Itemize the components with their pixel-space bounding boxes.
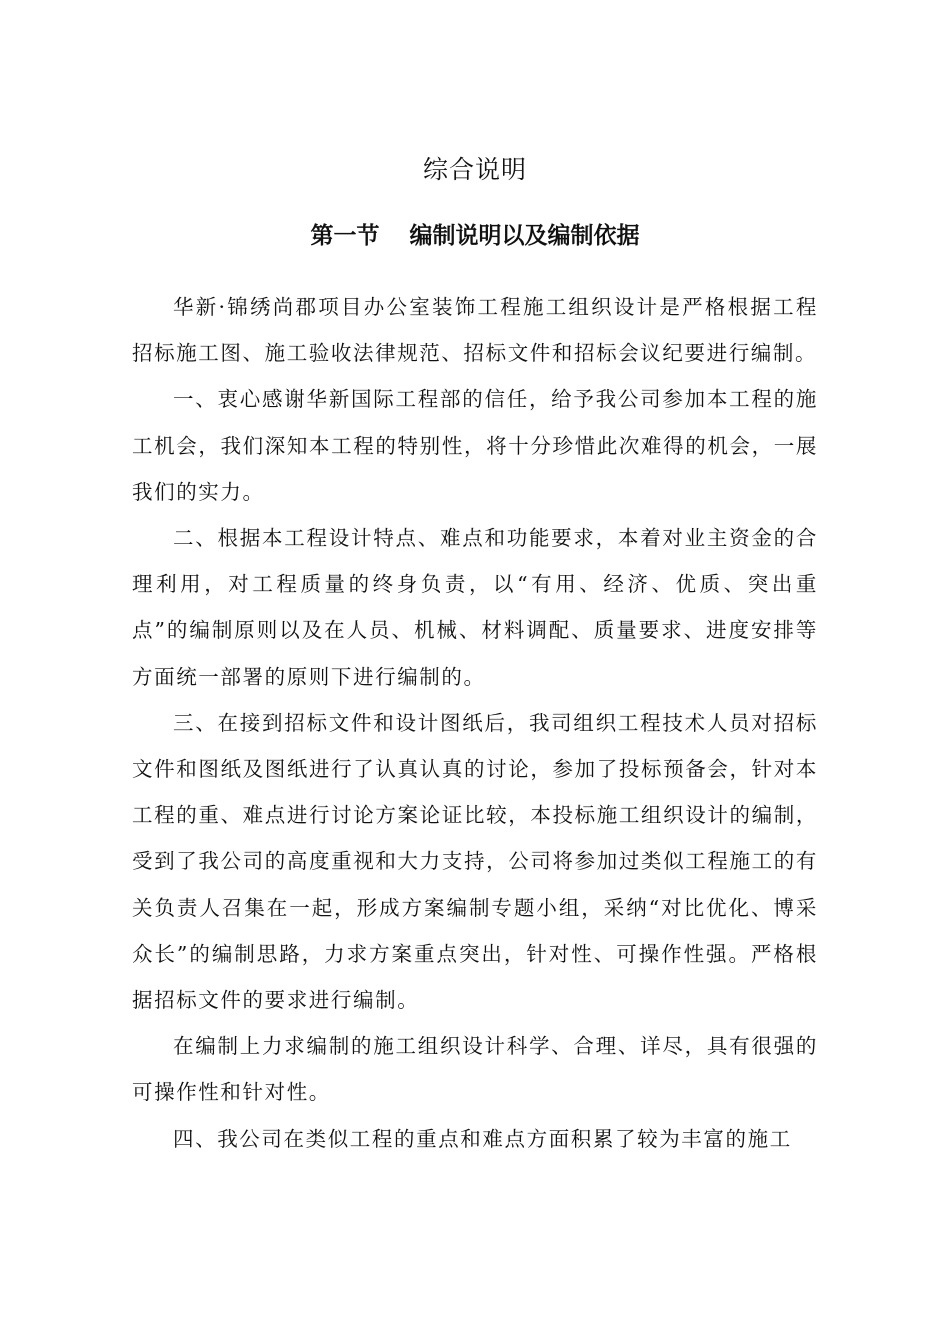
paragraph-intro: 华新·锦绣尚郡项目办公室装饰工程施工组织设计是严格根据工程招标施工图、施工验收法律规范、招标文件和招标会议纪要进行编制。 bbox=[132, 295, 818, 366]
body-text bbox=[132, 284, 818, 1162]
section-title: 编制说明以及编制依据 bbox=[409, 222, 640, 249]
paragraph-point-1: 一、衷心感谢华新国际工程部的信任，给予我公司参加本工程的施工机会，我们深知本工程的特别性，将十分珍惜此次难得的机会，一展我们的实力。 bbox=[132, 387, 818, 504]
section-number: 第一节 bbox=[310, 222, 380, 249]
paragraph-compilation-goal: 在编制上力求编制的施工组织设计科学、合理、详尽，具有很强的可操作性和针对性。 bbox=[132, 1034, 818, 1105]
section-heading bbox=[0, 216, 950, 256]
paragraph-point-4: 四、我公司在类似工程的重点和难点方面积累了较为丰富的施工 bbox=[173, 1126, 792, 1151]
paragraph-point-3: 三、在接到招标文件和设计图纸后，我司组织工程技术人员对招标文件和图纸及图纸进行了认真认真的讨论，参加了投标预备会，针对本工程的重、难点进行讨论方案论证比较，本投标施工组织设计的编制，受到了我公司的高度重视和大力支持，公司将参加过类似工程施工的有关负责人召集在一起，形成方案编制专题小组，采纳“对比优化、博采众长”的编制思路，力求方案重点突出，针对性、可操作性强。严格根据招标文件的要求进行编制。 bbox=[132, 710, 818, 1013]
paragraph-point-2: 二、根据本工程设计特点、难点和功能要求，本着对业主资金的合理利用，对工程质量的终身负责，以“有用、经济、优质、突出重点”的编制原则以及在人员、机械、材料调配、质量要求、进度安排等方面统一部署的原则下进行编制的。 bbox=[132, 526, 818, 689]
document-title: 综合说明 bbox=[422, 155, 527, 184]
